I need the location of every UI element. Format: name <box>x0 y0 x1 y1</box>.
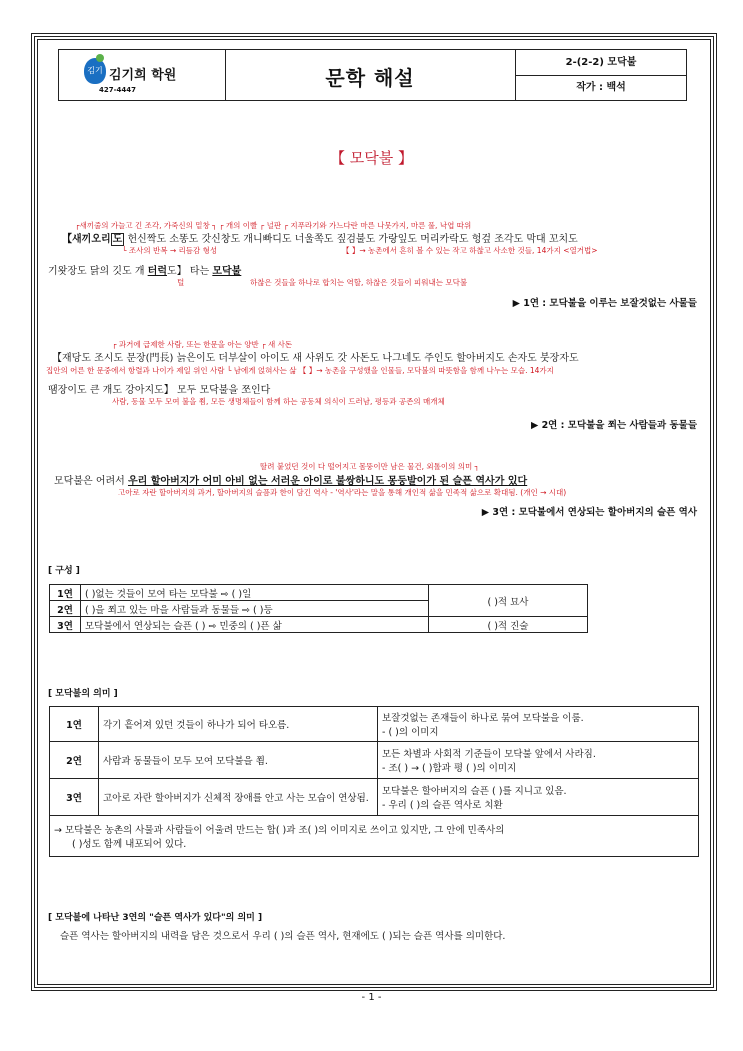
stanza2-annotation-mid: 집안의 어른 한 문중에서 항렬과 나이가 제일 위인 사람 └ 남에게 얹혀사는 삶 【 】→ 농촌을 구성했을 인물들, 모닥불의 따뜻함을 함께 나누는 모습. 14가지 <box>46 366 554 375</box>
lesson-label: 2-(2-2) 모닥불 <box>516 50 686 76</box>
worksheet-header <box>58 49 687 101</box>
table-row: 1연 각기 흩어져 있던 것들이 하나가 되어 타오름. 보잘것없는 존재들이 하나로 묶여 모닥불을 이룸. - ( )의 이미지 <box>50 707 699 742</box>
page-title: 문학 해설 <box>325 66 415 90</box>
stanza1-line1: 【새끼오리 도 헌신짝도 소똥도 갓신창도 개니빠디도 너울쪽도 짚검불도 가랑잎도 머리카락도 헝겊 조각도 막대 꼬치도 <box>62 234 578 245</box>
table-row: 2연 ( )을 쬐고 있는 마을 사람들과 동물들 ⇨ ( )등 <box>50 601 588 617</box>
table-row: 3연 고아로 자란 할아버지가 신체적 장애를 안고 사는 모습이 연상됨. 모닥불은 할아버지의 슬픈 ( )를 지니고 있음. - 우리 ( )의 슬픈 역사로 치환 <box>50 779 699 816</box>
stanza3-annotation-bot: 고아로 자란 할아버지의 과거, 할아버지의 슬픔과 한이 담긴 역사 - '역사'라는 말을 통해 개인적 삶을 민족적 삶으로 확대됨. (개인 → 시대) <box>118 488 567 497</box>
stanza1-annotation-bot-a: 털 <box>177 278 185 287</box>
academy-logo <box>59 50 226 100</box>
stanza2-annotation-top: ┌ 과거에 급제한 사람, 또는 한문을 아는 양반 ┌ 새 사돈 <box>112 340 293 349</box>
table-row: 1연 ( )없는 것들이 모여 타는 모닥불 ⇨ ( )일 ( )적 묘사 <box>50 585 588 601</box>
history-heading: [ 모닥불에 나타난 3연의 "슬픈 역사가 있다"의 의미 ] <box>48 913 263 923</box>
history-text: 슬픈 역사는 할아버지의 내력을 담은 것으로서 우리 ( )의 슬픈 역사, 현재에도 ( )되는 슬픈 역사를 의미한다. <box>60 931 506 942</box>
stanza3-summary: ▶ 3연 : 모닥불에서 연상되는 할아버지의 슬픈 역사 <box>481 507 697 518</box>
title-cell <box>225 50 516 100</box>
author-label: 작가 : 백석 <box>576 82 626 93</box>
stanza1-annotation-mid-a: └ 조사의 반복 → 리듬감 형성 <box>122 246 218 255</box>
stanza1-annotation-bot-b: 하찮은 것들을 하나로 합치는 역할, 하찮은 것들이 피워내는 모닥불 <box>250 278 468 287</box>
stanza3-annotation-top: 딸려 붙었던 것이 다 떨어지고 몸뚱이만 남은 물건, 외톨이의 의미 ┐ <box>260 462 480 471</box>
stanza1-annotation-top: ┌새끼줄의 가늘고 긴 조각, 가죽신의 밑창 ┐ ┌ 개의 이빨 ┌ 널판 ┌ 지푸라기와 가느다란 마른 나뭇가지, 마른 풀, 낙엽 따위 <box>75 221 472 230</box>
academy-badge-icon: 김기희 <box>84 58 106 84</box>
meaning-heading: [ 모닥불의 의미 ] <box>48 689 118 699</box>
stanza1-summary: ▶ 1연 : 모닥불을 이루는 보잘것없는 사물들 <box>512 298 697 309</box>
poem-title: 【 모닥불 】 <box>329 149 413 167</box>
table-row: → 모닥불은 농촌의 사물과 사람들이 어울려 만드는 합( )과 조( )의 이미지로 쓰이고 있지만, 그 안에 민족사의 ( )성도 함께 내포되어 있다. <box>50 816 699 857</box>
stanza2-annotation-bot: 사람, 동물 모두 모여 불을 쬠, 모든 생명체들이 함께 하는 공동체 의식이 드러남, 평등과 공존의 매개체 <box>112 397 445 406</box>
table-row: 2연 사람과 동물들이 모두 모여 모닥불을 쬠. 모든 차별과 사회적 기준들이 모닥불 앞에서 사라짐. - 조( ) → ( )합과 평 ( )의 이미지 <box>50 742 699 779</box>
stanza2-line1: 【재당도 조시도 문장(門長) 늙은이도 더부살이 아이도 새 사위도 갓 사돈도 나그네도 주인도 할아버지도 손자도 붓장자도 <box>52 353 579 364</box>
table-row: 3연 모닥불에서 연상되는 슬픈 ( ) ⇨ 민중의 ( )픈 삶 ( )적 진술 <box>50 617 588 633</box>
academy-phone: 427-4447 <box>99 86 136 94</box>
stanza1-annotation-mid-b: 【 】→ 농촌에서 흔히 볼 수 있는 작고 하찮고 사소한 것들, 14가지 <열거법> <box>342 246 598 255</box>
page-number: - 1 - <box>361 992 382 1003</box>
structure-heading: [ 구성 ] <box>48 566 80 576</box>
meaning-table <box>49 706 699 857</box>
stanza2-line2: 땜장이도 큰 개도 강아지도】 모두 모닥불을 쪼인다 <box>48 385 271 396</box>
stanza3-line1: 모닥불은 어려서 우리 할아버지가 어미 아비 없는 서러운 아이로 불쌍하니도 몽둥발이가 된 슬픈 역사가 있다 <box>54 476 528 487</box>
stanza2-summary: ▶ 2연 : 모닥불을 쬐는 사람들과 동물들 <box>530 420 697 431</box>
particle-box: 도 <box>112 234 123 245</box>
stanza1-line2: 기왓장도 닭의 깃도 개 터럭도】 타는 모닥불 <box>48 266 242 277</box>
structure-table <box>49 584 588 633</box>
academy-name: 김기희 학원 <box>109 68 177 83</box>
